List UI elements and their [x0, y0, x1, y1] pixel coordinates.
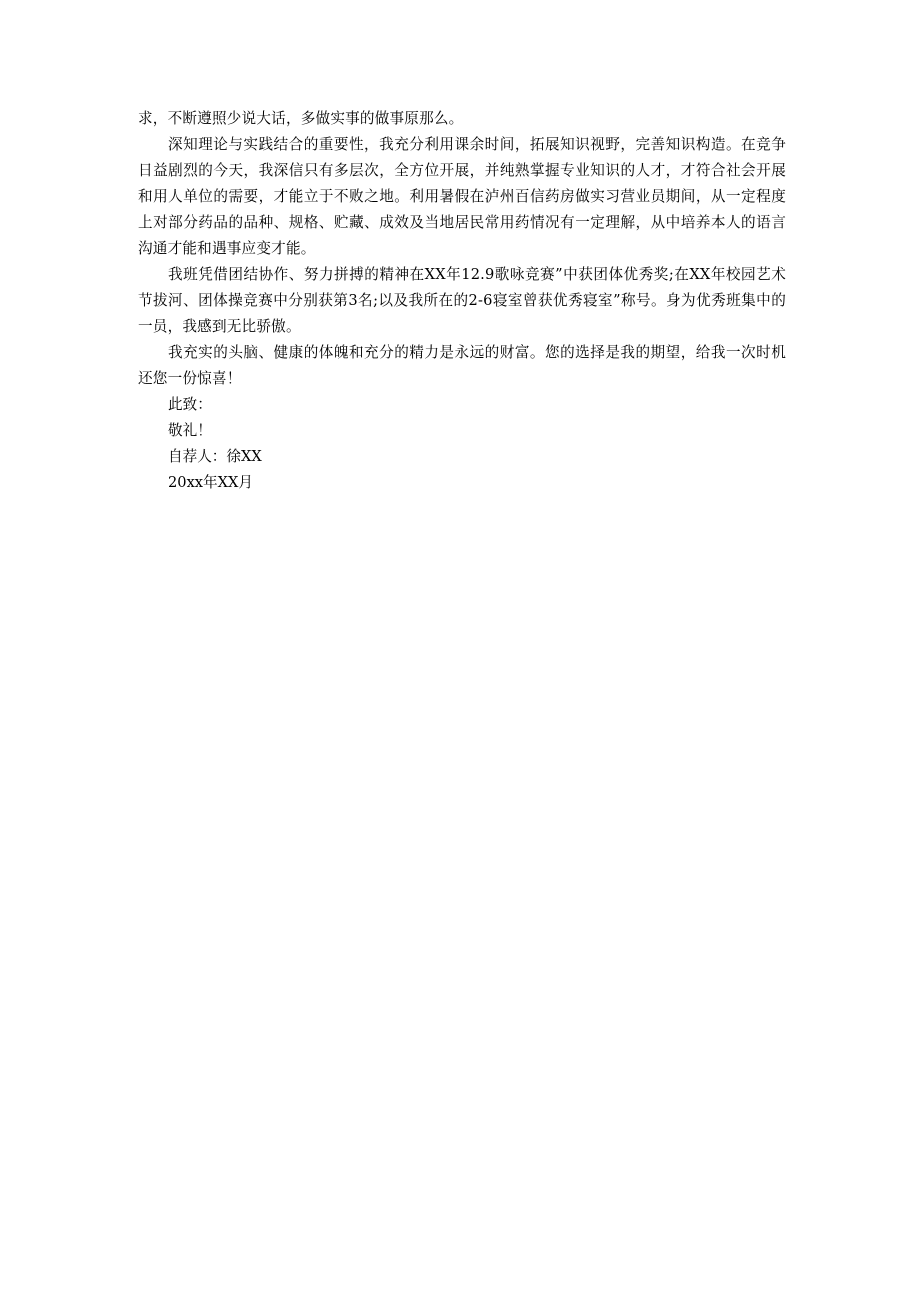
paragraph-theory-practice: 深知理论与实践结合的重要性，我充分利用课余时间，拓展知识视野，完善知识构造。在竞争日益剧烈的今天，我深信只有多层次，全方位开展，并纯熟掌握专业知识的人才，才符合社会开展和用人单位的需要，才能立于不败之地。利用暑假在泸州百信药房做实习营业员期间，从一定程度上对部分药品的品种、规格、贮藏、成效及当地居民常用药情况有一定理解，从中培养本人的语言沟通才能和遇事应变才能。 — [138, 136, 786, 257]
document-page — [138, 106, 786, 496]
closing-regards: 敬礼！ — [168, 422, 212, 439]
paragraph-continuation: 求，不断遵照少说大话，多做实事的做事原那么。 — [138, 110, 464, 127]
closing-signature: 自荐人：徐XX — [168, 448, 262, 465]
paragraph-class-awards: 我班凭借团结协作、努力拼搏的精神在XX年12.9歌咏竞赛”中获团体优秀奖;在XX年校园艺术节拔河、团体操竞赛中分别获第3名;以及我所在的2-6寝室曾获优秀寝室”称号。身为优秀班集中的一员，我感到无比骄傲。 — [138, 266, 786, 335]
closing-date: 20xx年XX月 — [168, 474, 253, 491]
paragraph-conclusion: 我充实的头脑、健康的体魄和充分的精力是永远的财富。您的选择是我的期望，给我一次时机还您一份惊喜！ — [138, 344, 786, 387]
closing-salutation: 此致： — [168, 396, 212, 413]
